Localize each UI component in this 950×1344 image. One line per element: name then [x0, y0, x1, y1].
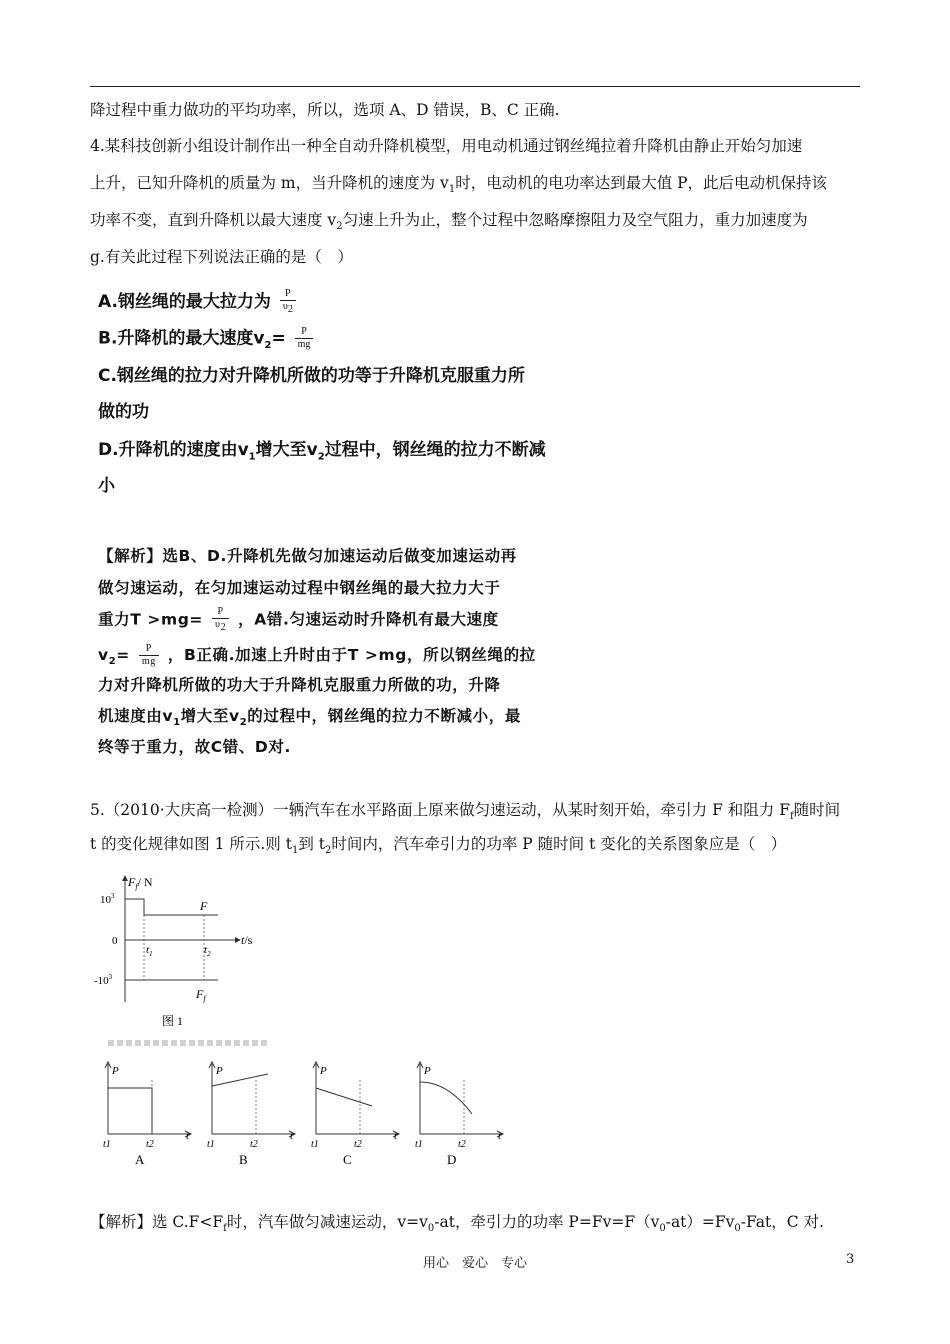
figure-1 [90, 870, 290, 1035]
q4-line1: 4.某科技创新小组设计制作出一种全自动升降机模型，用电动机通过钢丝绳拉着升降机由静止开始匀加速 [90, 137, 803, 155]
graph-t2-label: t2 [458, 1139, 466, 1150]
option-graph-c [311, 1062, 399, 1167]
ana4-line2: 做匀速运动，在匀加速运动过程中钢丝绳的最大拉力大于 [98, 579, 501, 597]
graph-t2-label: t2 [250, 1139, 258, 1150]
fig1-y-bottom: $-10^3$ [94, 973, 113, 987]
q4-line2: 上升，已知升降机的质量为 m，当升降机的速度为 $v_1$时，电动机的电功率达到最大值 P，此后电动机保持该 [90, 174, 828, 196]
graph-ylabel: P [112, 1065, 119, 1077]
q4-option-b: B.升降机的最大速度$v_2=$ $\frac{P}{mg}$ [98, 326, 316, 356]
ana4-line4: $v_2=$ $\frac{P}{mg}$ ，B正确.加速上升时由于T >mg，所以钢丝绳的拉 [98, 643, 536, 668]
q5-line2: t 的变化规律如图 1 所示.则 $t_1$到 $t_2$时间内，汽车牵引力的功率 P 随时间 t 变化的关系图象应是（ ） [90, 835, 787, 857]
page-number: 3 [846, 1252, 855, 1267]
graph-xlabel: t [290, 1130, 294, 1142]
option-graphs [100, 1056, 510, 1171]
fig1-y-top: $10^3$ [100, 892, 115, 906]
graph-xlabel: t [186, 1130, 190, 1142]
fraction: $\frac{P}{mg}$ [139, 643, 159, 668]
q4-option-c-line1: C.钢丝绳的拉力对升降机所做的功等于升降机克服重力所 [98, 366, 525, 386]
graph-curve [316, 1088, 372, 1106]
q4-line4: g.有关此过程下列说法正确的是（ ） [90, 248, 353, 266]
graph-t1-label: t1 [103, 1139, 111, 1150]
option-graph-d [415, 1062, 503, 1167]
graph-letter: A [135, 1152, 145, 1167]
ana4-line3: 重力T >mg= $\frac{P}{\upsilon_2}$ ，A错.匀速运动时升降机有最大速度 [98, 606, 499, 633]
ana5-line: 【解析】选 $C.F<F_f$时，汽车做匀减速运动，$v=v_0-at$，牵引力的功率 $P=Fv=F(v_0-at)=Fv_0$-Fat，C 对. [90, 1213, 824, 1235]
fig1-caption: 图 1 [162, 1014, 184, 1028]
option-graph-a [103, 1062, 191, 1167]
fig1-t2: $t_2$ [204, 944, 211, 958]
fig1-Ff-label: $F_f$ [196, 987, 206, 1003]
carryover-line: 降过程中重力做功的平均功率，所以，选项 A、D 错误，B、C 正确. [90, 101, 560, 119]
q4-option-c-line2: 做的功 [98, 402, 149, 422]
graph-ylabel: P [216, 1065, 223, 1077]
ana4-line6: 机速度由$v_1$增大至$v_2$的过程中，钢丝绳的拉力不断减小，最 [98, 707, 521, 729]
graph-t1-label: t1 [415, 1139, 423, 1150]
q4-option-d-line2: 小 [98, 476, 115, 496]
graph-t2-label: t2 [146, 1139, 154, 1150]
q4-option-d-line1: D.升降机的速度由$v_1$增大至$v_2$过程中，钢丝绳的拉力不断减 [98, 440, 546, 463]
graph-letter: C [343, 1152, 352, 1167]
q4-line3: 功率不变，直到升降机以最大速度 $v_2$匀速上升为止，整个过程中忽略摩擦阻力及空气阻力，重力加速度为 [90, 211, 808, 233]
fig1-y-zero: 0 [112, 935, 118, 947]
graph-ylabel: P [320, 1065, 327, 1077]
fig1-ylabel: $F_f/$ N [128, 875, 153, 891]
footer-center: 用心 爱心 专心 [422, 1256, 527, 1271]
graph-letter: B [239, 1152, 248, 1167]
graph-t2-label: t2 [354, 1139, 362, 1150]
graph-ylabel: P [424, 1065, 431, 1077]
graph-t1-label: t1 [311, 1139, 319, 1150]
graph-xlabel: t [498, 1130, 502, 1142]
fig1-F-label: F [200, 899, 208, 913]
q5-line1: 5.（2010·大庆高一检测）一辆汽车在水平路面上原来做匀速运动，从某时刻开始，牵引力 F 和阻力 $F_f$随时间 [90, 801, 841, 823]
graph-curve [108, 1088, 152, 1134]
graph-xlabel: t [394, 1130, 398, 1142]
ana4-line1: 【解析】选B、D.升降机先做匀加速运动后做变加速运动再 [98, 547, 517, 565]
fraction: $\frac{P}{\upsilon_2}$ [212, 606, 229, 634]
clipped-text-artifact [108, 1040, 268, 1046]
ana4-line5: 力对升降机所做的功大于升降机克服重力所做的功，升降 [98, 676, 501, 694]
fig1-xlabel: t/s [241, 933, 253, 947]
graph-letter: D [447, 1152, 457, 1167]
q4-option-a: A.钢丝绳的最大拉力为 $\frac{P}{\upsilon_2}$ [98, 288, 299, 316]
graph-t1-label: t1 [207, 1139, 215, 1150]
fraction: $\frac{P}{\upsilon_2}$ [280, 288, 296, 316]
ana4-line7: 终等于重力，故C错、D对. [98, 738, 291, 756]
header-rule [90, 86, 860, 87]
fraction: $\frac{P}{mg}$ [295, 326, 314, 351]
option-graph-b [207, 1062, 295, 1167]
fig1-t1: $t_1$ [146, 944, 153, 958]
